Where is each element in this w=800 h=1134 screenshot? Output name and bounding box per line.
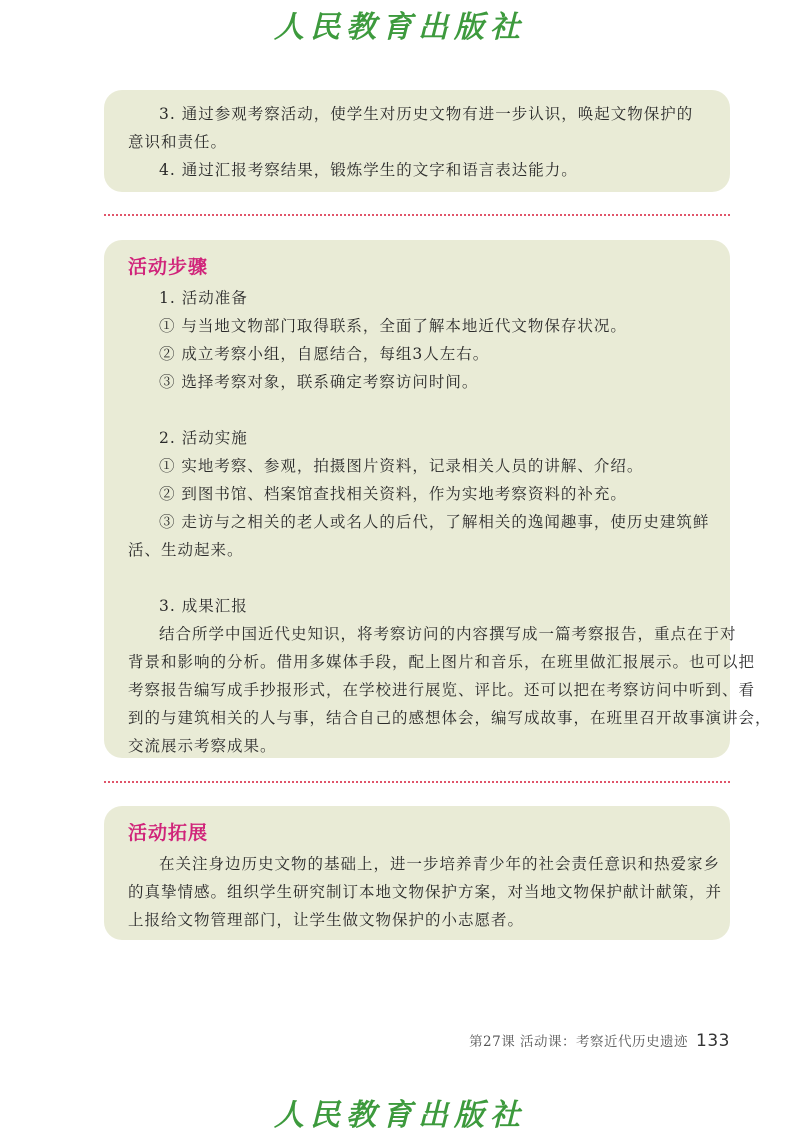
report-line: 到的与建筑相关的人与事，结合自己的感想体会，编写成故事，在班里召开故事演讲会， [128,709,772,727]
impl-item-continued: 活、生动起来。 [128,541,244,559]
objective-line: 3. 通过参观考察活动，使学生对历史文物有进一步认识，唤起文物保护的 [159,105,694,123]
extension-line: 上报给文物管理部门，让学生做文物保护的小志愿者。 [128,911,525,929]
publisher-watermark-top: 人民教育出版社 [274,10,526,45]
report-line: 背景和影响的分析。借用多媒体手段，配上图片和音乐，在班里做汇报展示。也可以把 [128,653,756,671]
objective-line: 意识和责任。 [128,133,228,151]
objective-line: 4. 通过汇报考察结果，锻炼学生的文字和语言表达能力。 [159,161,578,179]
impl-heading: 2. 活动实施 [159,429,248,447]
publisher-watermark-bottom: 人民教育出版社 [274,1098,526,1133]
activity-extension-box [104,806,730,940]
extension-line: 在关注身边历史文物的基础上，进一步培养青少年的社会责任意识和热爱家乡 [159,855,721,873]
prep-item: ① 与当地文物部门取得联系，全面了解本地近代文物保存状况。 [159,317,627,335]
report-line: 交流展示考察成果。 [128,737,277,755]
activity-steps-box [104,240,772,758]
page-footer [469,1030,730,1051]
impl-item: ① 实地考察、参观，拍摄图片资料，记录相关人员的讲解、介绍。 [159,457,644,475]
report-line: 结合所学中国近代史知识，将考察访问的内容撰写成一篇考察报告，重点在于对 [159,625,737,643]
report-line: 考察报告编写成手抄报形式，在学校进行展览、评比。还可以把在考察访问中听到、看 [128,681,756,699]
lesson-title: 第27课 活动课：考察近代历史遗迹 [469,1034,689,1050]
report-heading: 3. 成果汇报 [159,597,248,615]
prep-item: ③ 选择考察对象，联系确定考察访问时间。 [159,373,479,391]
impl-item: ② 到图书馆、档案馆查找相关资料，作为实地考察资料的补充。 [159,485,627,503]
impl-item: ③ 走访与之相关的老人或名人的后代，了解相关的逸闻趣事，使历史建筑鲜 [159,513,710,531]
extension-line: 的真挚情感。组织学生研究制订本地文物保护方案，对当地文物保护献计献策，并 [128,883,723,901]
page-number: 133 [696,1031,730,1051]
activity-extension-title: 活动拓展 [128,822,209,844]
prep-heading: 1. 活动准备 [159,289,248,307]
dotted-divider [104,781,730,783]
objectives-box [104,90,730,192]
prep-item: ② 成立考察小组，自愿结合，每组3人左右。 [159,345,490,363]
dotted-divider [104,214,730,216]
activity-steps-title: 活动步骤 [128,256,209,278]
